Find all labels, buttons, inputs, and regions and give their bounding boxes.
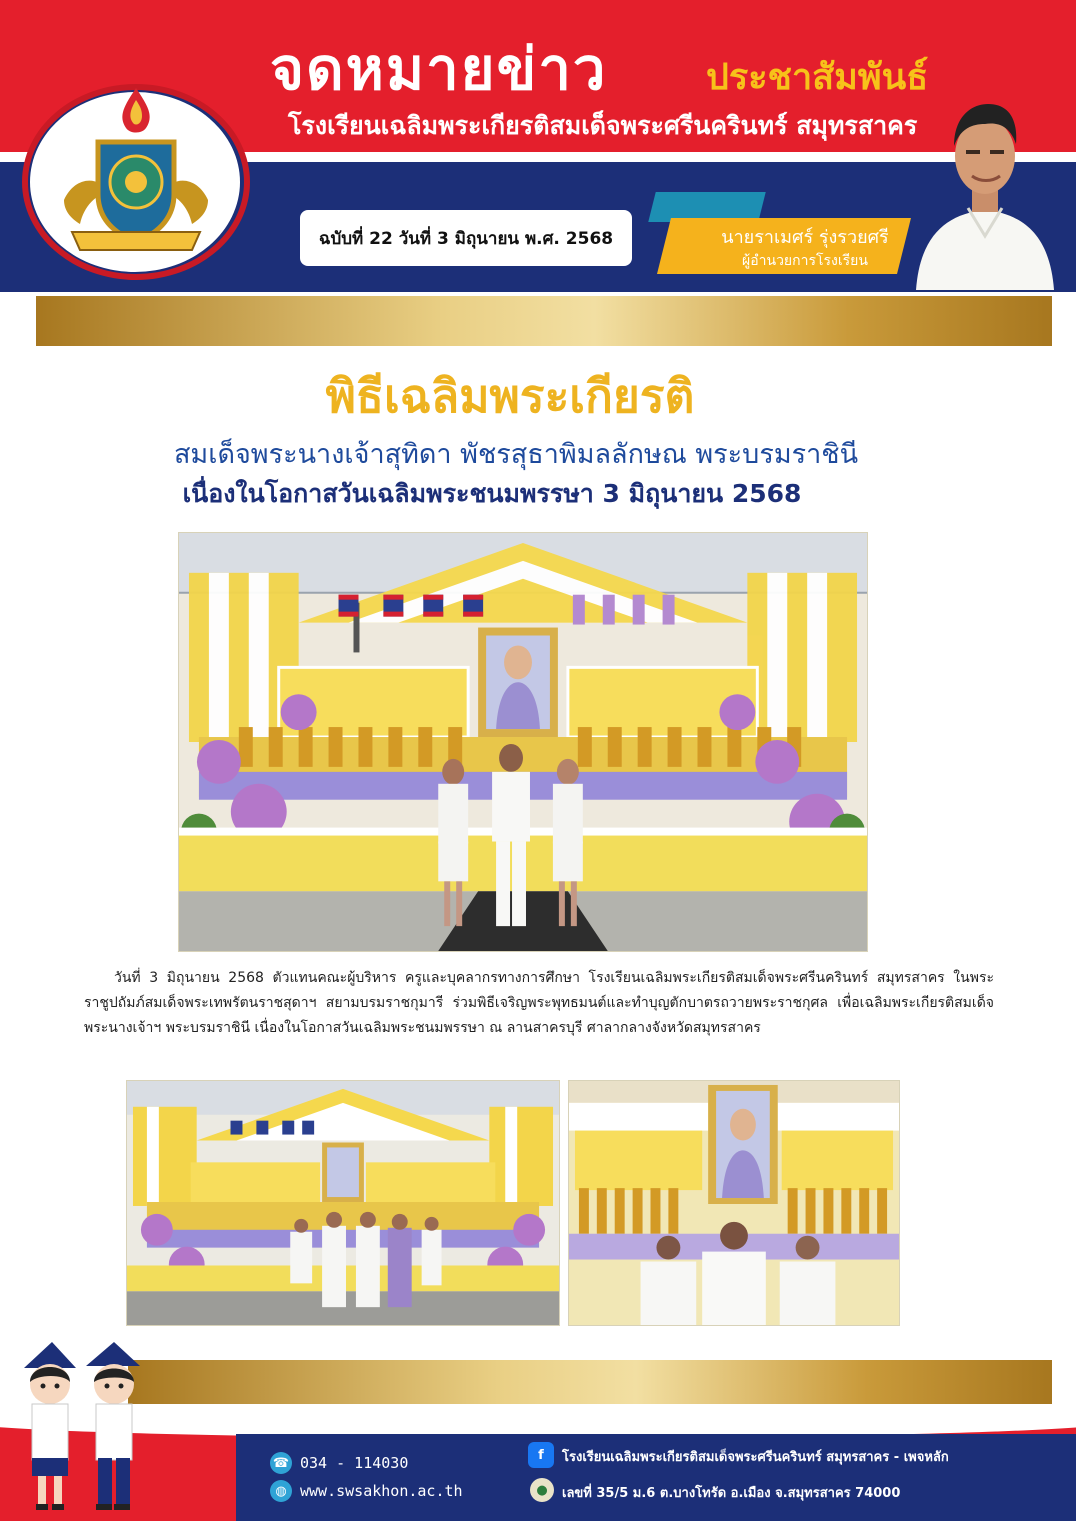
- article-subheading: สมเด็จพระนางเจ้าสุทิดา พัชรสุธาพิมลลักษณ พระบรมราชินี: [173, 439, 859, 470]
- header-banner: [0, 0, 1076, 292]
- group-photo-wide: [126, 1080, 560, 1326]
- school-emblem-icon: [44, 82, 228, 262]
- footer-curve: [0, 1404, 1076, 1438]
- article-body: วันที่ 3 มิถุนายน 2568 ตัวแทนคณะผู้บริหาร ครูและบุคลากรทางการศึกษา โรงเรียนเฉลิมพระเกียรติสมเด็จพระศรีนครินทร์ สมุทรสาคร ในพระราชูปถัมภ์สมเด็จพระเทพรัตนราชสุดาฯ สยามบรมราชกุมารี ร่วมพิธีเจริญพระพุทธมนต์และทำบุญตักบาตรถวายพระราชกุศล เพื่อเฉลิมพระเกียรติสมเด็จพระนางเจ้าฯ พระบรมราชินี เนื่องในโอกาสวันเฉลิมพระชนมพรรษา ณ ลานสาครบุรี ศาลากลางจังหวัดสมุทรสาคร: [84, 970, 994, 1036]
- footer-website[interactable]: www.swsakhon.ac.th: [300, 1482, 463, 1500]
- phone-icon: ☎: [270, 1452, 292, 1474]
- director-role: ผู้อำนวยการโรงเรียน: [742, 253, 868, 269]
- issue-label: ฉบับที่ 22 วันที่ 3 มิถุนายน พ.ศ. 2568: [318, 228, 614, 249]
- article-headline: พิธีเฉลิมพระเกียรติ: [325, 369, 695, 423]
- newsletter-title-suffix: ประชาสัมพันธ์: [706, 57, 929, 98]
- globe-icon: ◍: [270, 1480, 292, 1502]
- article-occasion: เนื่องในโอกาสวันเฉลิมพระชนมพรรษา 3 มิถุนายน 2568: [182, 479, 802, 508]
- director-portrait: [910, 86, 1060, 290]
- facebook-icon: f: [528, 1442, 554, 1468]
- gold-divider-bottom: [128, 1360, 1052, 1410]
- school-name: โรงเรียนเฉลิมพระเกียรติสมเด็จพระศรีนครินทร์ สมุทรสาคร: [288, 111, 918, 140]
- footer-facebook-page[interactable]: โรงเรียนเฉลิมพระเกียรติสมเด็จพระศรีนครินทร์ สมุทรสาคร - เพจหลัก: [562, 1450, 949, 1465]
- director-name: นายราเมศร์ รุ่งรวยศรี: [721, 227, 889, 248]
- gold-divider-top: [36, 296, 1052, 346]
- main-ceremony-photo: [178, 532, 868, 952]
- student-mascots: [18, 1338, 148, 1514]
- location-pin-icon: ●: [530, 1478, 554, 1502]
- group-photo-closeup: [568, 1080, 900, 1326]
- footer-address: เลขที่ 35/5 ม.6 ต.บางโทรัด อ.เมือง จ.สมุทรสาคร 74000: [562, 1486, 901, 1501]
- footer-phone[interactable]: 034 - 114030: [300, 1454, 409, 1472]
- issue-badge: [300, 210, 632, 266]
- newsletter-title: จดหมายข่าว: [270, 35, 608, 103]
